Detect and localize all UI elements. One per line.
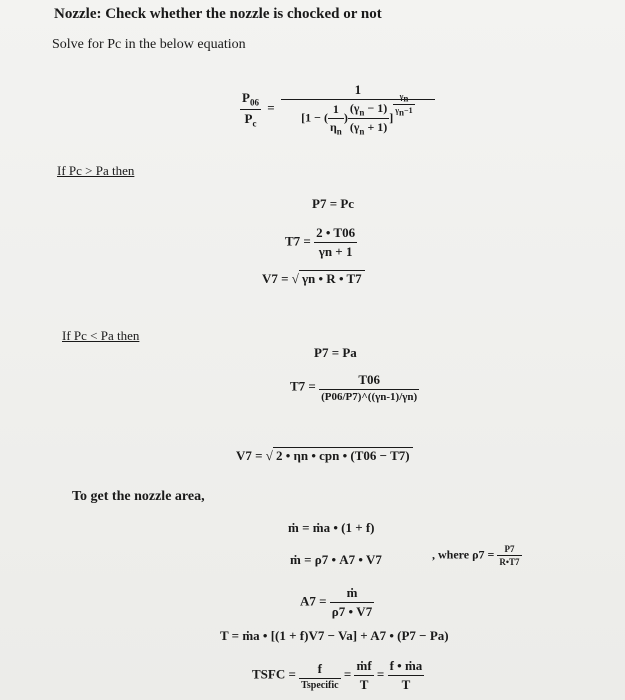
area-eq2: ṁ = ρ7 • A7 • V7 [290,552,382,567]
tsfc-f3-den: T [401,677,411,692]
instruction-text: Solve for Pc in the below equation [52,37,246,52]
case1-eq2-den: γn + 1 [318,244,353,259]
main-equation: $\frac{P_{06}}{P_c}$ = 1 [1 − ( $\frac{1}{\eta_n}$ ) $\frac{(\gamma_n - 1)}{(\gamma_n + 1)}$ ] $^{\frac{\gamma_n}{\gamma_n-1}}$ [240,82,435,137]
density-note [432,544,522,567]
case1-eq2-lhs: T7 = [285,233,311,249]
page-title: Nozzle: Check whether the nozzle is chocked or not [54,6,382,22]
case2-eq2-den: (P06/P7)^((γn-1)/γn) [321,391,418,403]
tsfc-f1-num: f [299,661,340,679]
area-eq1: ṁ = ṁa • (1 + f) [288,520,375,535]
case1-eq3: V7 = √ γn • R • T7 [262,270,365,287]
tsfc-equation: TSFC = $\frac{f}{\text{Tspecific}}$ = $\frac{\text{ṁf}}{T}$ = $\frac{\text{f • ṁa}}{T}$ [252,658,423,692]
case2-eq2-num: T06 [319,372,419,390]
case2-label: If Pc < Pa then [62,328,140,343]
case1-eq2 [285,225,357,260]
case1-eq3-lhs: V7 = [262,271,289,286]
case2-eq2 [290,372,419,403]
density-where: , where ρ7 = [432,547,495,562]
case1-label: If Pc > Pa then [57,163,135,178]
thrust-equation: T = ṁa • [(1 + f)V7 − Va] + A7 • (P7 − Pa) [220,628,449,643]
area-eq3 [300,585,374,620]
tsfc-f1-den: Tspecific [301,679,339,691]
area-label: To get the nozzle area, [72,489,205,504]
area-eq3-num: ṁ [330,585,374,603]
case1-eq2-num: 2 • T06 [314,225,357,243]
tsfc-f2-den: T [359,677,369,692]
case1-eq3-radicand: γn • R • T7 [299,270,365,287]
case1-eq1: P7 = Pc [312,196,355,211]
area-eq3-den: ρ7 • V7 [331,604,373,619]
case2-eq1: P7 = Pa [314,345,357,360]
area-eq3-lhs: A7 = [300,593,327,609]
case2-eq3-radicand: 2 • ηn • cpn • (T06 − T7) [273,447,413,464]
case2-eq2-lhs: T7 = [290,378,316,394]
case2-eq3: V7 = √ 2 • ηn • cpn • (T06 − T7) [236,447,413,464]
case2-eq3-lhs: V7 = [236,448,263,463]
density-den: R•T7 [499,557,520,567]
tsfc-f2-num: ṁf [354,658,373,676]
tsfc-f3-num: f • ṁa [388,658,425,676]
tsfc-lhs: TSFC = [252,666,296,682]
density-num: P7 [497,544,521,556]
